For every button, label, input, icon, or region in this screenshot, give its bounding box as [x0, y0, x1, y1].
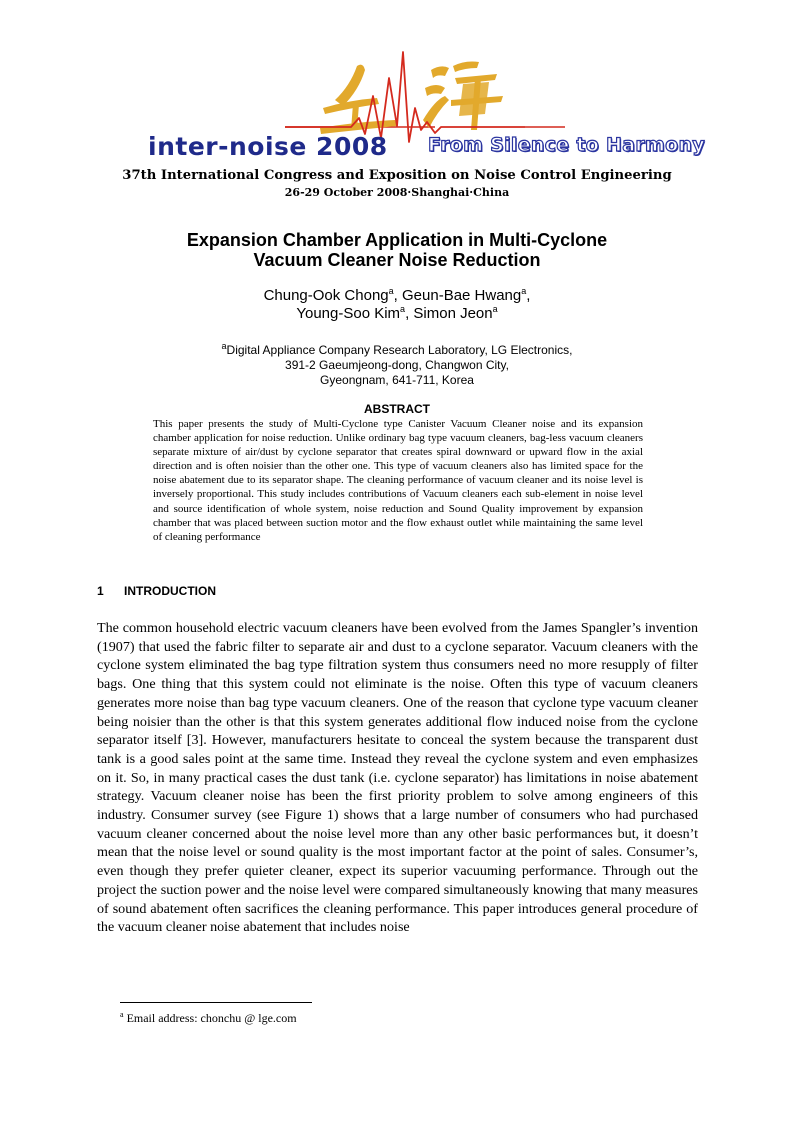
affiliation-line-1: [0, 343, 794, 357]
section-heading: [97, 584, 216, 598]
introduction-body: The common household electric vacuum cleaners have been evolved from the James Spangler’s invention (1907) that used the fabric filter to separate air and dust to a cyclone separator. Vacuum cleaners with the cyclone system eliminated the bag type filtration system thus consumers need no more resupply of filter bags. One thing that this system could not eliminate is the noise. Often this type of vacuum cleaners generates more noise than bag type vacuum cleaners. One of the reason that cyclone type vacuum cleaner being noisier than the other is that this system generates additional flow induced noise from the cyclone separator itself [3]. However, manufacturers hesitate to conceal the system because the transparent dust tank is a good sales point at the same time. Instead they reveal the cyclone system and even emphasizes on it. So, in many practical cases the dust tank (i.e. cyclone separator) has limitations in noise abatement strategy. Vacuum cleaner noise has been the first priority problem to solve among engineers of this industry. Consumer survey (see Figure 1) shows that a large number of consumers who had purchased vacuum cleaner concerned about the noise level more than any other basic performances but, it doesn’t mean that the noise level or sound quality is the most important factor at the point of sales. Consumer’s, even though they prefer quieter cleaner, expect its superior vacuuming performance. Through out the project the suction power and the noise level were compared simultaneously knowing that many measures of sound abatement often sacrifices the cleaning performance. This paper introduces general procedure of the vacuum cleaner noise abatement that includes noise: [97, 620, 698, 936]
conference-name: 37th International Congress and Exposition on Noise Control Engineering: [122, 168, 672, 183]
author-mark: a: [492, 304, 498, 314]
author-separator: ,: [526, 287, 531, 304]
affiliation-text: Digital Appliance Company Research Laboratory, LG Electronics,: [226, 343, 573, 357]
abstract-heading: ABSTRACT: [364, 402, 430, 416]
paper-title-line-1: Expansion Chamber Application in Multi-Cyclone: [186, 230, 608, 250]
conference-dates: 26-29 October 2008·Shanghai·China: [284, 186, 510, 199]
author-name: Young-Soo Kim: [296, 305, 401, 322]
affiliation-mark: a: [221, 341, 227, 351]
footnote: [120, 1011, 297, 1026]
footnote-mark: a: [120, 1010, 124, 1019]
author-name: Geun-Bae Hwang: [402, 287, 522, 304]
author-line-2: [0, 305, 794, 322]
author-line-1: [0, 287, 794, 304]
conference-tagline: From Silence to Harmony: [428, 134, 705, 156]
section-number: 1: [97, 584, 104, 598]
footnote-divider: [120, 1002, 312, 1003]
section-title: INTRODUCTION: [124, 584, 216, 598]
author-mark: a: [521, 286, 527, 296]
author-name: Simon Jeon: [413, 305, 493, 322]
paper-title-line-2: Vacuum Cleaner Noise Reduction: [253, 250, 541, 270]
affiliation-line-3: Gyeongnam, 641-711, Korea: [320, 373, 474, 387]
author-separator: ,: [393, 287, 402, 304]
abstract-text: This paper presents the study of Multi-Cyclone type Canister Vacuum Cleaner noise and its expansion chamber application for noise reduction. Unlike ordinary bag type vacuum cleaners, bag-less vacuum cleaners separate mixture of air/dust by cyclone separator that creates spiral downward or upward flow in the axial direction and is often noisier than the other one. This type of vacuum cleaners also has limited space for the noise abatement due to its separator shape. The cleaning performance of vacuum cleaner and its noise level is inversely proportional. This study includes contributions of Vacuum cleaners each sub-element in noise level and source identification of whole system, noise reduction and Sound Quality improvement by expansion chamber that was placed between suction motor and the flow exhaust outlet while maintaining the same level of cleaning performance: [153, 418, 643, 543]
author-mark: a: [400, 304, 406, 314]
author-separator: ,: [405, 305, 414, 322]
brand-wordmark: inter-noise 2008: [148, 132, 388, 161]
footnote-text: Email address: chonchu @ lge.com: [126, 1011, 297, 1025]
author-mark: a: [388, 286, 394, 296]
author-name: Chung-Ook Chong: [263, 287, 389, 304]
affiliation-line-2: 391-2 Gaeumjeong-dong, Changwon City,: [285, 358, 509, 372]
